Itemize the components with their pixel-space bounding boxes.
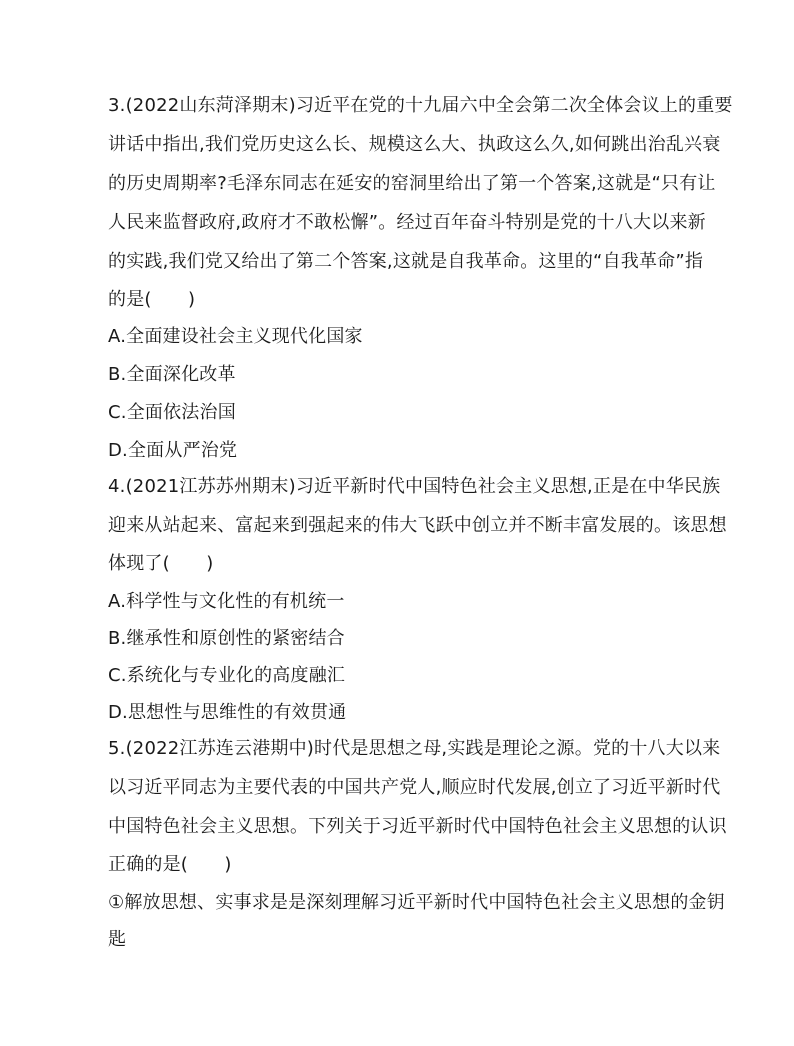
question-3-stem-line-1: 3.(2022山东菏泽期末)习近平在党的十九届六中全会第二次全体会议上的重要 bbox=[108, 95, 733, 116]
question-5-stem-line-1: 5.(2022江苏连云港期中)时代是思想之母,实践是理论之源。党的十八大以来 bbox=[108, 738, 721, 759]
question-4-option-d: D.思想性与思维性的有效贯通 bbox=[108, 702, 347, 723]
question-4-option-a: A.科学性与文化性的有机统一 bbox=[108, 591, 345, 612]
question-3-option-a: A.全面建设社会主义现代化国家 bbox=[108, 326, 363, 347]
question-4-option-c: C.系统化与专业化的高度融汇 bbox=[108, 665, 346, 686]
question-5-stem-line-3: 中国特色社会主义思想。下列关于习近平新时代中国特色社会主义思想的认识 bbox=[108, 816, 727, 837]
question-3-option-c: C.全面依法治国 bbox=[108, 402, 236, 423]
question-4-stem-line-1: 4.(2021江苏苏州期末)习近平新时代中国特色社会主义思想,正是在中华民族 bbox=[108, 476, 721, 497]
question-3-stem-line-2: 讲话中指出,我们党历史这么长、规模这么大、执政这么久,如何跳出治乱兴衰 bbox=[108, 134, 721, 155]
question-3-stem-line-3: 的历史周期率?毛泽东同志在延安的窑洞里给出了第一个答案,这就是“只有让 bbox=[108, 173, 716, 194]
question-5-statement-1-line-1: ①解放思想、实事求是是深刻理解习近平新时代中国特色社会主义思想的金钥 bbox=[108, 892, 725, 913]
question-5-statement-1-line-2: 匙 bbox=[108, 929, 127, 950]
question-3-stem-line-4: 人民来监督政府,政府才不敢松懈”。经过百年奋斗特别是党的十八大以来新 bbox=[108, 212, 706, 233]
question-5-stem-line-2: 以习近平同志为主要代表的中国共产党人,顺应时代发展,创立了习近平新时代 bbox=[108, 777, 721, 798]
question-4-option-b: B.继承性和原创性的紧密结合 bbox=[108, 628, 345, 649]
question-3-stem-line-6: 的是( ) bbox=[108, 289, 196, 310]
question-3-option-d: D.全面从严治党 bbox=[108, 440, 238, 461]
question-4-stem-line-3: 体现了( ) bbox=[108, 553, 214, 574]
question-3-stem-line-5: 的实践,我们党又给出了第二个答案,这就是自我革命。这里的“自我革命”指 bbox=[108, 251, 704, 272]
question-5-stem-line-4: 正确的是( ) bbox=[108, 854, 232, 875]
question-3-option-b: B.全面深化改革 bbox=[108, 364, 236, 385]
question-4-stem-line-2: 迎来从站起来、富起来到强起来的伟大飞跃中创立并不断丰富发展的。该思想 bbox=[108, 515, 727, 536]
